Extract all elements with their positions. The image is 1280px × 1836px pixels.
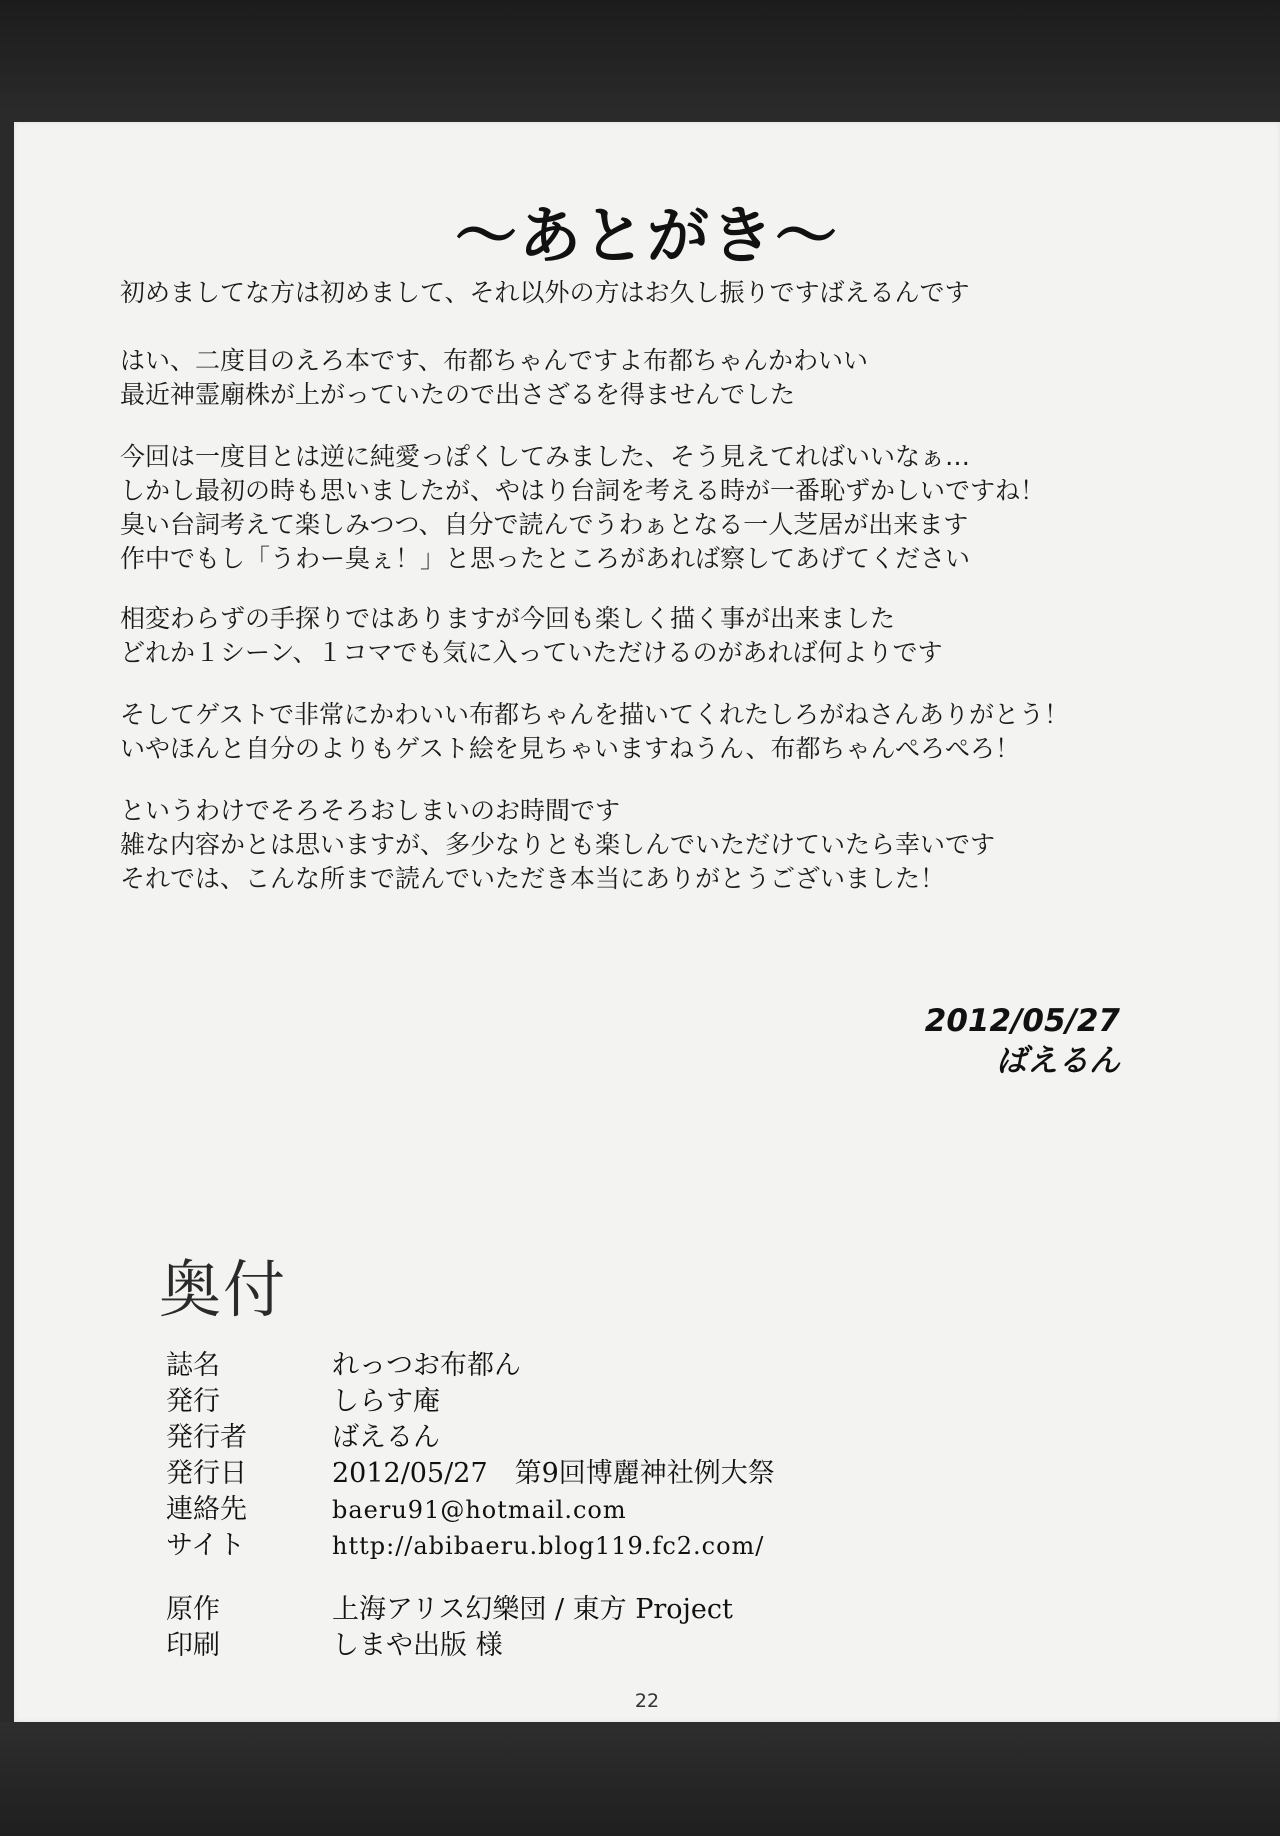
colophon-value: れっつお布都ん — [332, 1350, 521, 1381]
book-page — [14, 122, 1280, 1722]
text-line: 今回は一度目とは逆に純愛っぽくしてみました、そう見えてればいいなぁ… — [120, 442, 971, 471]
afterword-author: ばえるん — [996, 1043, 1120, 1079]
text-line: というわけでそろそろおしまいのお時間です — [120, 796, 621, 825]
contact-email: baeru91@hotmail.com — [332, 1496, 627, 1524]
colophon-label: 発行日 — [166, 1458, 247, 1489]
afterword-paragraph-3 — [120, 440, 1260, 576]
colophon-label: サイト — [166, 1530, 246, 1561]
text-line: 作中でもし「うわー臭ぇ！」と思ったところがあれば察してあげてください — [120, 544, 971, 573]
afterword-paragraph-2 — [120, 344, 1260, 412]
scan-border-bottom — [0, 1722, 1280, 1836]
colophon-label: 印刷 — [166, 1630, 220, 1661]
text-line: 相変わらずの手探りではありますが今回も楽しく描く事が出来ました — [120, 604, 896, 633]
colophon-title: 奥付 — [159, 1253, 288, 1326]
colophon-label: 連絡先 — [166, 1494, 247, 1525]
afterword-date: 2012/05/27 — [924, 1003, 1120, 1039]
text-line: 最近神霊廟株が上がっていたので出さざるを得ませんでした — [120, 380, 796, 409]
colophon-label: 誌名 — [166, 1350, 220, 1381]
text-line: どれか１シーン、１コマでも気に入っていただけるのがあれば何よりです — [120, 638, 943, 667]
text-line: 雑な内容かとは思いますが、多少なりとも楽しんでいただけていたら幸いです — [120, 830, 996, 859]
afterword-paragraph-5 — [120, 698, 1260, 766]
text-line: そしてゲストで非常にかわいい布都ちゃんを描いてくれたしろがねさんありがとう！ — [120, 700, 1070, 729]
colophon-label: 発行 — [166, 1386, 220, 1417]
colophon-value: ばえるん — [332, 1422, 440, 1453]
site-url: http://abibaeru.blog119.fc2.com/ — [332, 1532, 765, 1560]
afterword-paragraph-4 — [120, 602, 1260, 670]
text-line: 臭い台詞考えて楽しみつつ、自分で読んでうわぁとなる一人芝居が出来ます — [120, 510, 969, 539]
text-line: はい、二度目のえろ本です、布都ちゃんですよ布都ちゃんかわいい — [120, 346, 869, 375]
colophon-value: しらす庵 — [332, 1386, 440, 1417]
afterword-paragraph-6 — [120, 794, 1260, 896]
colophon-value: 2012/05/27 第9回博麗神社例大祭 — [332, 1458, 775, 1489]
afterword-title: 〜あとがき〜 — [454, 199, 839, 272]
text-line: それでは、こんな所まで読んでいただき本当にありがとうございました！ — [120, 864, 946, 893]
colophon-label: 原作 — [166, 1594, 220, 1625]
colophon-value: しまや出版 様 — [332, 1630, 503, 1661]
page-number: 22 — [634, 1690, 660, 1712]
text-line: しかし最初の時も思いましたが、やはり台詞を考える時が一番恥ずかしいですね！ — [120, 476, 1046, 505]
scan-border-top — [0, 0, 1280, 122]
text-line: 初めましてな方は初めまして、それ以外の方はお久し振りですばえるんです — [120, 278, 970, 307]
afterword-paragraph-1 — [120, 276, 1260, 310]
colophon-value: 上海アリス幻樂団 / 東方 Project — [332, 1594, 733, 1625]
text-line: いやほんと自分のよりもゲスト絵を見ちゃいますねうん、布都ちゃんぺろぺろ！ — [120, 734, 1021, 763]
colophon-label: 発行者 — [166, 1422, 247, 1453]
